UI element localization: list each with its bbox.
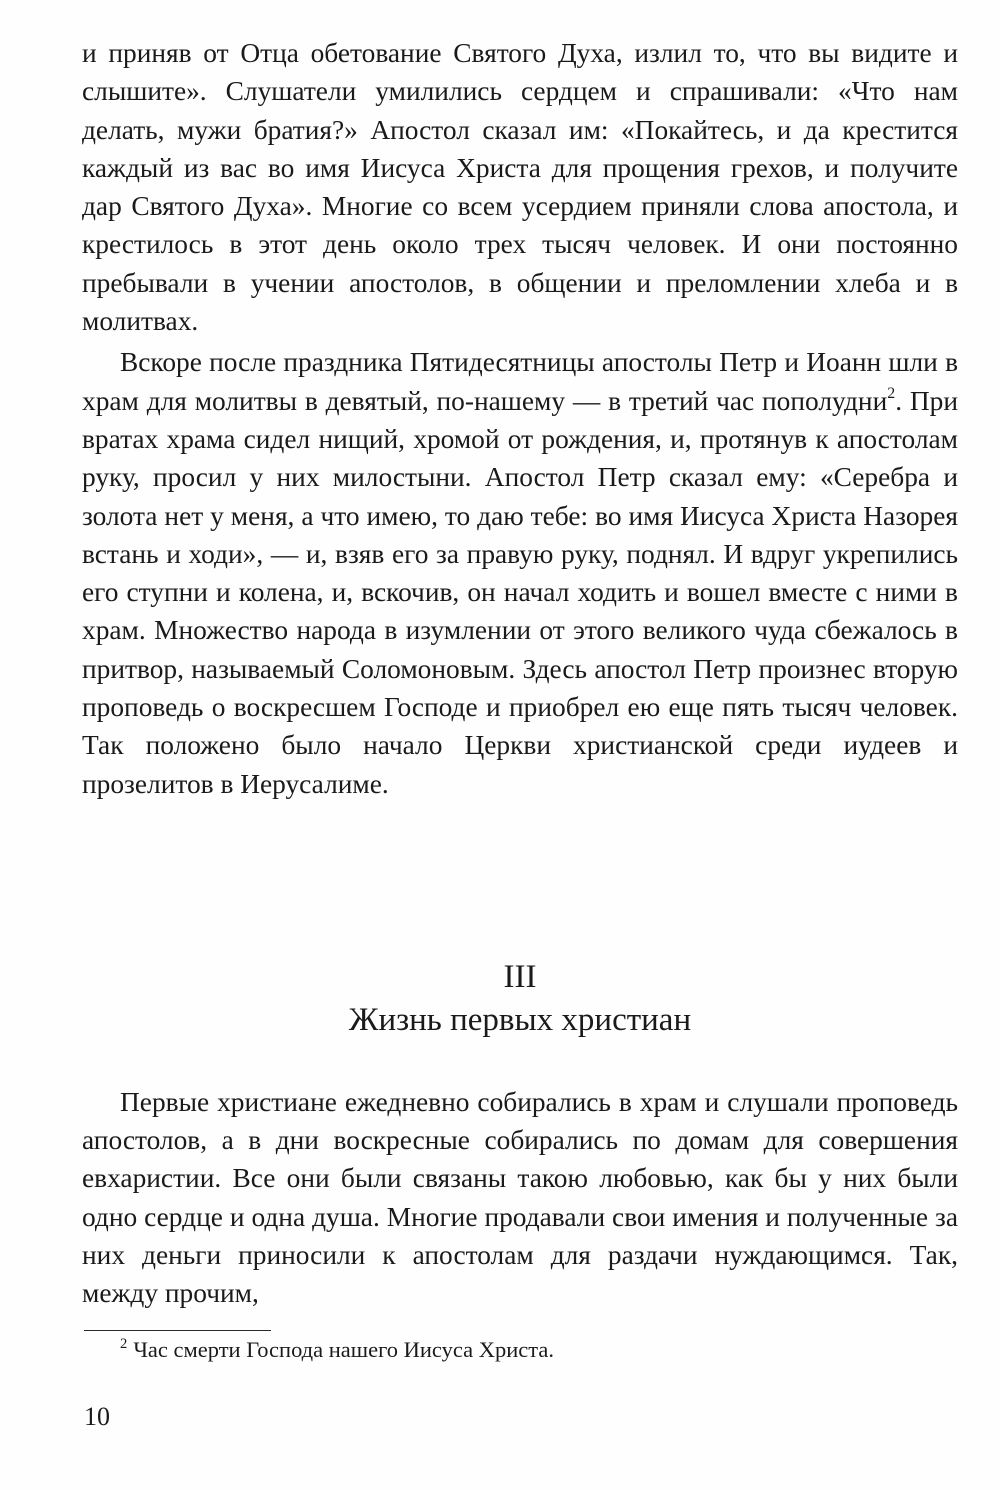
footnote-divider xyxy=(84,1330,271,1331)
footnote-marker: 2 xyxy=(120,1336,128,1353)
paragraph-continuation: и приняв от Отца обетование Святого Духа, излил то, что вы видите и слышите». Слушатели умилились сердцем и спрашивали: «Что нам делать, мужи братия?» Апостол сказал им: «Покайтесь, и да крестится каждый из вас во имя Иисуса Христа для прощения грехов, и получите дар Святого Духа». Многие со всем усердием приняли слова апостола, и крестилось в этот день около трех тысяч человек. И они постоянно пребывали в учении апостолов, в общении и преломлении хлеба и в молитвах. xyxy=(82,38,958,337)
footnote-text: Час смерти Господа нашего Иисуса Христа. xyxy=(133,1337,554,1362)
main-text-block xyxy=(82,34,958,803)
paragraph-feast-part-2: . При вратах храма сидел нищий, хромой от рождения, и, протянув к апостолам руку, просил у них милостыни. Апостол Петр сказал ему: «Серебра и золота нет у меня, а что имею, то даю тебе: во имя Иисуса Христа Назорея встань и ходи», — и, взяв его за правую руку, поднял. И вдруг укрепились его ступни и колена, и, вскочив, он начал ходить и вошел вместе с ними в храм. Множество народа в изумлении от этого великого чуда сбежалось в притвор, называемый Соломоновым. Здесь апостол Петр произнес вторую проповедь о воскресшем Господе и приобрел ею еще пять тысяч человек. Так положено было начало Церкви христианской среди иудеев и прозелитов в Иерусалиме. xyxy=(82,385,958,799)
chapter-text-block xyxy=(82,1083,958,1312)
paragraph-feast-part-1: Вскоре после праздника Пятидесятницы апостолы Петр и Иоанн шли в храм для молитвы в девятый, по-нашему — в третий час пополудни xyxy=(82,347,958,416)
page-number: 10 xyxy=(84,1402,110,1431)
paragraph-first-christians: Первые христиане ежедневно собирались в храм и слушали проповедь апостолов, а в дни воскресные собирались по домам для совершения евхаристии. Все они были связаны такою любовью, как бы у них были одно сердце и одна душа. Многие продавали свои имения и полученные за них деньги приносили к апостолам для раздачи нуждающимся. Так, между прочим, xyxy=(82,1087,958,1309)
chapter-heading xyxy=(82,956,958,1042)
chapter-title: Жизнь первых христиан xyxy=(348,1002,692,1038)
paragraph-feast xyxy=(82,343,958,803)
footnote-reference: 2 xyxy=(887,384,896,402)
footnote xyxy=(120,1335,960,1365)
chapter-number: III xyxy=(503,959,537,995)
